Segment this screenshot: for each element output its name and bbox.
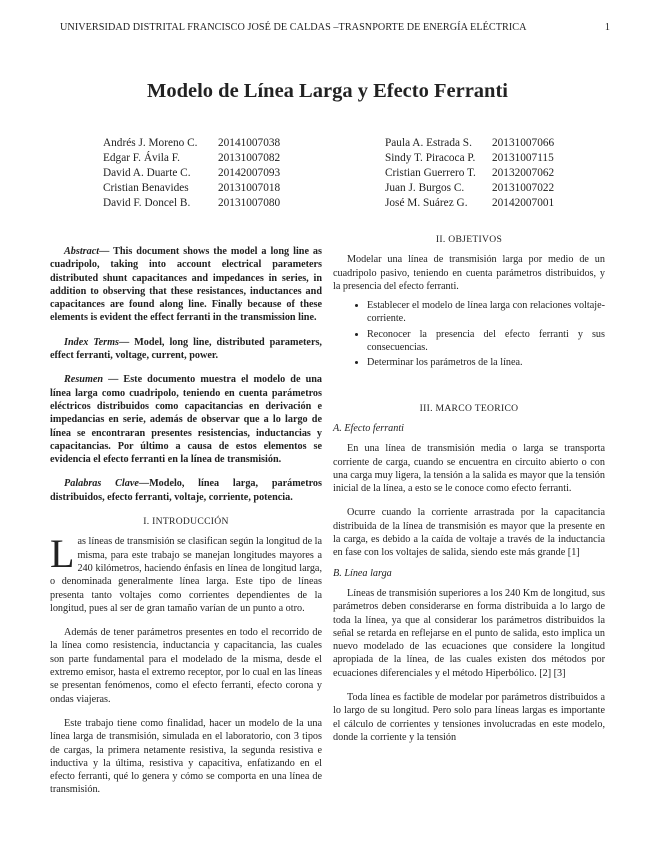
intro-paragraph-1 xyxy=(50,531,322,615)
linea-larga-paragraph-2: Toda línea es factible de modelar por parámetros distribuidos a lo largo de su longitud. Pero solo para líneas largas es importante el cálculo de corrientes y tensiones involucradas en este modelo, donde la corriente y la tensión xyxy=(333,692,605,743)
section-heading-objetivos: II. OBJETIVOS xyxy=(435,234,503,245)
author-code: 20141007038 xyxy=(218,137,281,149)
author-name: Edgar F. Ávila F. xyxy=(103,152,180,164)
author-code: 20131007018 xyxy=(218,182,281,194)
author-row xyxy=(385,136,554,151)
section-heading-introduccion: I. INTRODUCCIÓN xyxy=(143,516,229,528)
author-row xyxy=(103,151,280,166)
left-column xyxy=(50,245,322,797)
efecto-ferranti-paragraph-1: En una línea de transmisión media o larga se transporta corriente de carga, cuando se encuentra en circuito abierto o con una carga muy ligera, la tensión a la salida es mayor que la tensión inicial de la línea, a esto se le conoce como efecto ferranti. xyxy=(333,443,605,495)
index-terms-text: — Model, long line, distributed parameters, effect ferranti, voltage, current, power. xyxy=(50,336,322,362)
abstract-text: — This document shows the model a long line as cuadripolo, taking into account electrical parameters distributed shunt capacitances and impedances in series, in addition to observing that these resistances, inductances and capacitances are found along line. Finally because of these elements is evident the effect ferranti in the transmission line. xyxy=(50,246,322,324)
subsection-heading-efecto-ferranti: A. Efecto ferranti xyxy=(333,422,405,434)
author-row xyxy=(385,151,554,166)
author-name: Sindy T. Piracoca P. xyxy=(385,152,476,164)
author-code: 20131007082 xyxy=(218,152,281,164)
index-terms-label: Index Terms xyxy=(64,336,119,348)
page-number: 1 xyxy=(604,22,610,33)
running-title: UNIVERSIDAD DISTRITAL FRANCISCO JOSÉ DE CALDAS –TRASNPORTE DE ENERGÍA ELÉCTRICA xyxy=(60,22,527,33)
author-row xyxy=(385,181,554,196)
author-list-right xyxy=(385,136,554,211)
author-row xyxy=(103,166,280,181)
author-code: 20131007066 xyxy=(492,137,555,149)
author-list-left xyxy=(103,136,280,211)
paper-title: Modelo de Línea Larga y Efecto Ferranti xyxy=(147,80,508,102)
abstract-label: Abstract xyxy=(64,246,100,257)
author-name: David A. Duarte C. xyxy=(103,167,191,179)
objetivos-list xyxy=(333,299,605,369)
resumen xyxy=(50,373,322,466)
author-row xyxy=(385,166,554,181)
palabras-clave xyxy=(50,477,322,504)
author-code: 20142007001 xyxy=(492,197,555,209)
author-name: Cristian Benavides xyxy=(103,182,189,194)
section-heading-marco-teorico: III. MARCO TEORICO xyxy=(419,402,519,414)
efecto-ferranti-paragraph-2: Ocurre cuando la corriente arrastrada por la capacitancia distribuida de la línea de transmisión es mayor que la presente en la carga, es debido a la caída de voltaje a través de la inductancia en fase con los voltajes de salida, siendo este más grande [1] xyxy=(333,507,605,559)
author-row xyxy=(385,196,554,211)
intro-paragraph-3: Este trabajo tiene como finalidad, hacer un modelo de la una línea larga de transmisión, simulada en el laboratorio, con 3 tipos de cargas, la primera netamente resistiva, la segunda resistiva e inductiva y la última, resistiva y capacitiva, enfatizando en el efecto ferranti, qué lo genera y cómo se comporta en una línea de transmisión. xyxy=(50,717,322,796)
author-code: 20131007115 xyxy=(492,152,554,164)
right-column xyxy=(333,233,605,744)
intro-text-1: as líneas de transmisión se clasifican según la longitud de la misma, para este trabajo se manejan longitudes mayores a 240 kilómetros, haciendo énfasis en línea de longitud larga, o denominada generalmente línea larga. Este tipo de líneas presenta tanto voltajes como corrientes dependientes de la longitud, pues al ser de gran tamaño varían de un punto a otro. xyxy=(50,536,322,614)
linea-larga-paragraph-1: Líneas de transmisión superiores a los 240 Km de longitud, sus parámetros deben considerarse en forma distribuida a lo largo de toda la línea, ya que al considerar los parámetros distribuidos la señal se retarda en reflejarse en el punto de salida, esto implica un nuevo modelado de las ecuaciones que considere la longitud apropiada de la línea, de las cuales existen dos métodos por ecuaciones diferenciales y el método Hiperbólico. [2] [3] xyxy=(333,587,605,679)
list-item: • Determinar los parámetros de la línea. xyxy=(367,356,605,369)
resumen-text: — Este documento muestra el modelo de una línea larga como cuadripolo, teniendo en cuenta parámetros eléctricos distribuidos como capacitancias en derivación e impedancias en serie, además de observar que a lo largo de línea se encontraran presentes resistencias, inductancias y capacitancias. Por último a causa de estos elementos se evidencia el efecto ferranti en la línea de transmisión. xyxy=(50,374,322,466)
author-row xyxy=(103,181,280,196)
index-terms xyxy=(50,336,322,363)
intro-paragraph-2: Además de tener parámetros presentes en todo el recorrido de la línea como resistencia, inductancia y capacitancia, las cuales son parte fundamental para el modelado de la misma, desde el extremo emisor, hasta el extremo receptor, por lo cual en las líneas se presentan fenómenos, como el efecto ferranti, efecto corona y ondas viajeras. xyxy=(50,627,322,705)
palabras-clave-label: Palabras Clave xyxy=(64,478,139,490)
objetivos-paragraph: Modelar una línea de transmisión larga por medio de un cuadripolo pasivo, teniendo en cuenta parámetros distribuidos, y la presencia del efecto ferranti. xyxy=(333,254,605,292)
list-item: • Establecer el modelo de línea larga con relaciones voltaje- corriente. xyxy=(367,299,605,326)
subsection-heading-linea-larga: B. Línea larga xyxy=(333,567,392,579)
author-name: José M. Suárez G. xyxy=(385,197,468,209)
author-code: 20142007093 xyxy=(218,167,281,179)
author-row xyxy=(103,136,280,151)
resumen-label: Resumen xyxy=(64,374,104,386)
author-row xyxy=(103,196,280,211)
drop-cap: L xyxy=(50,531,75,577)
abstract xyxy=(50,245,322,325)
list-item: • Reconocer la presencia del efecto ferranti y sus consecuencias. xyxy=(367,328,605,355)
author-name: David F. Doncel B. xyxy=(103,197,191,209)
author-code: 20131007022 xyxy=(492,182,555,194)
palabras-clave-text: —Modelo, línea larga, parámetros distribuidos, efecto ferranti, voltaje, corriente, potencia. xyxy=(50,478,322,503)
author-code: 20132007062 xyxy=(492,167,555,179)
author-name: Paula A. Estrada S. xyxy=(385,137,472,149)
author-name: Juan J. Burgos C. xyxy=(385,182,465,194)
author-name: Cristian Guerrero T. xyxy=(385,167,476,179)
author-code: 20131007080 xyxy=(218,197,281,209)
author-name: Andrés J. Moreno C. xyxy=(103,137,198,149)
